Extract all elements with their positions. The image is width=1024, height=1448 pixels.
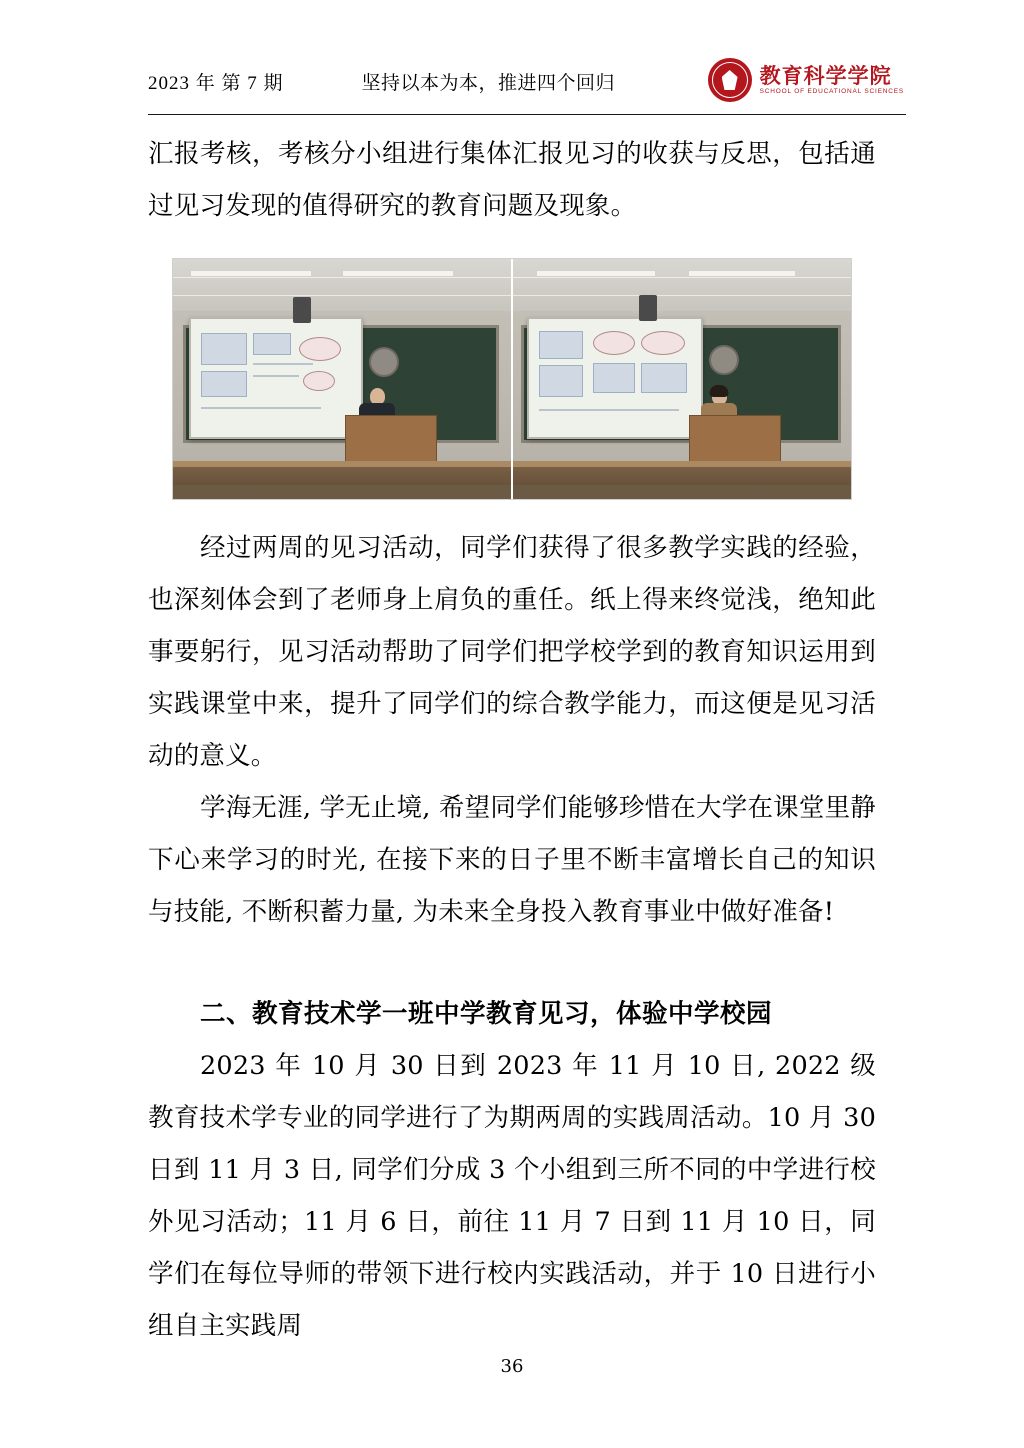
- speaker-icon: [293, 297, 311, 323]
- page-content: [148, 128, 876, 1352]
- ceiling-light: [537, 271, 655, 276]
- floor: [173, 485, 511, 499]
- podium: [689, 415, 781, 463]
- floor: [513, 485, 851, 499]
- logo-chinese-name: 教育科学学院: [759, 62, 892, 88]
- figure-classroom-presentations: [148, 258, 876, 500]
- ceiling-fan: [369, 347, 399, 377]
- header-divider: [148, 114, 906, 115]
- paragraph-4: 2023 年 10 月 30 日到 2023 年 11 月 10 日, 2022 级教育技术学专业的同学进行了为期两周的实践周活动。10 月 30 日到 11 月 3 日, 同学们分成 3 个小组到三所不同的中学进行校外见习活动；11 月 6 日，前往 11 月 7 日到 11 月 10 日，同学们在每位导师的带领下进行校内实践活动，并于 10 日进行小组自主实践周: [148, 1051, 876, 1341]
- header-slogan: 坚持以本为本，推进四个回归: [361, 72, 616, 94]
- ceiling-light: [689, 271, 795, 276]
- ceiling: [173, 259, 511, 311]
- paragraph-3: 学海无涯, 学无止境, 希望同学们能够珍惜在大学在课堂里静下心来学习的时光, 在接下来的日子里不断丰富增长自己的知识与技能, 不断积蓄力量, 为未来全身投入教育事业中做好准备!: [148, 793, 876, 927]
- ceiling: [513, 259, 851, 311]
- speaker-icon: [639, 295, 657, 321]
- ceiling-light: [191, 271, 311, 276]
- ceiling-light: [343, 271, 453, 276]
- seal-icon: [708, 58, 752, 102]
- paragraph-2: 经过两周的见习活动，同学们获得了很多教学实践的经验，也深刻体会到了老师身上肩负的重任。纸上得来终觉浅，绝知此事要躬行，见习活动帮助了同学们把学校学到的教育知识运用到实践课堂中来，提升了同学们的综合教学能力，而这便是见习活动的意义。: [148, 533, 876, 771]
- projection-screen: [189, 317, 363, 439]
- photo-right: [511, 259, 851, 499]
- school-logo: [708, 58, 906, 102]
- issue-label: 2023 年 第 7 期: [148, 73, 284, 94]
- projection-screen: [527, 317, 703, 439]
- logo-english-name: SCHOOL OF EDUCATIONAL SCIENCES: [759, 87, 904, 95]
- section-heading-2: 二、教育技术学一班中学教育见习，体验中学校园: [200, 999, 773, 1029]
- section-spacer: [148, 938, 876, 988]
- photo-left: [173, 259, 511, 499]
- ceiling-fan: [709, 345, 739, 375]
- paragraph-1: 汇报考核，考核分小组进行集体汇报见习的收获与反思，包括通过见习发现的值得研究的教育问题及现象。: [148, 139, 876, 221]
- page-header: [148, 58, 906, 116]
- podium: [345, 415, 437, 463]
- page-number: 36: [500, 1356, 524, 1377]
